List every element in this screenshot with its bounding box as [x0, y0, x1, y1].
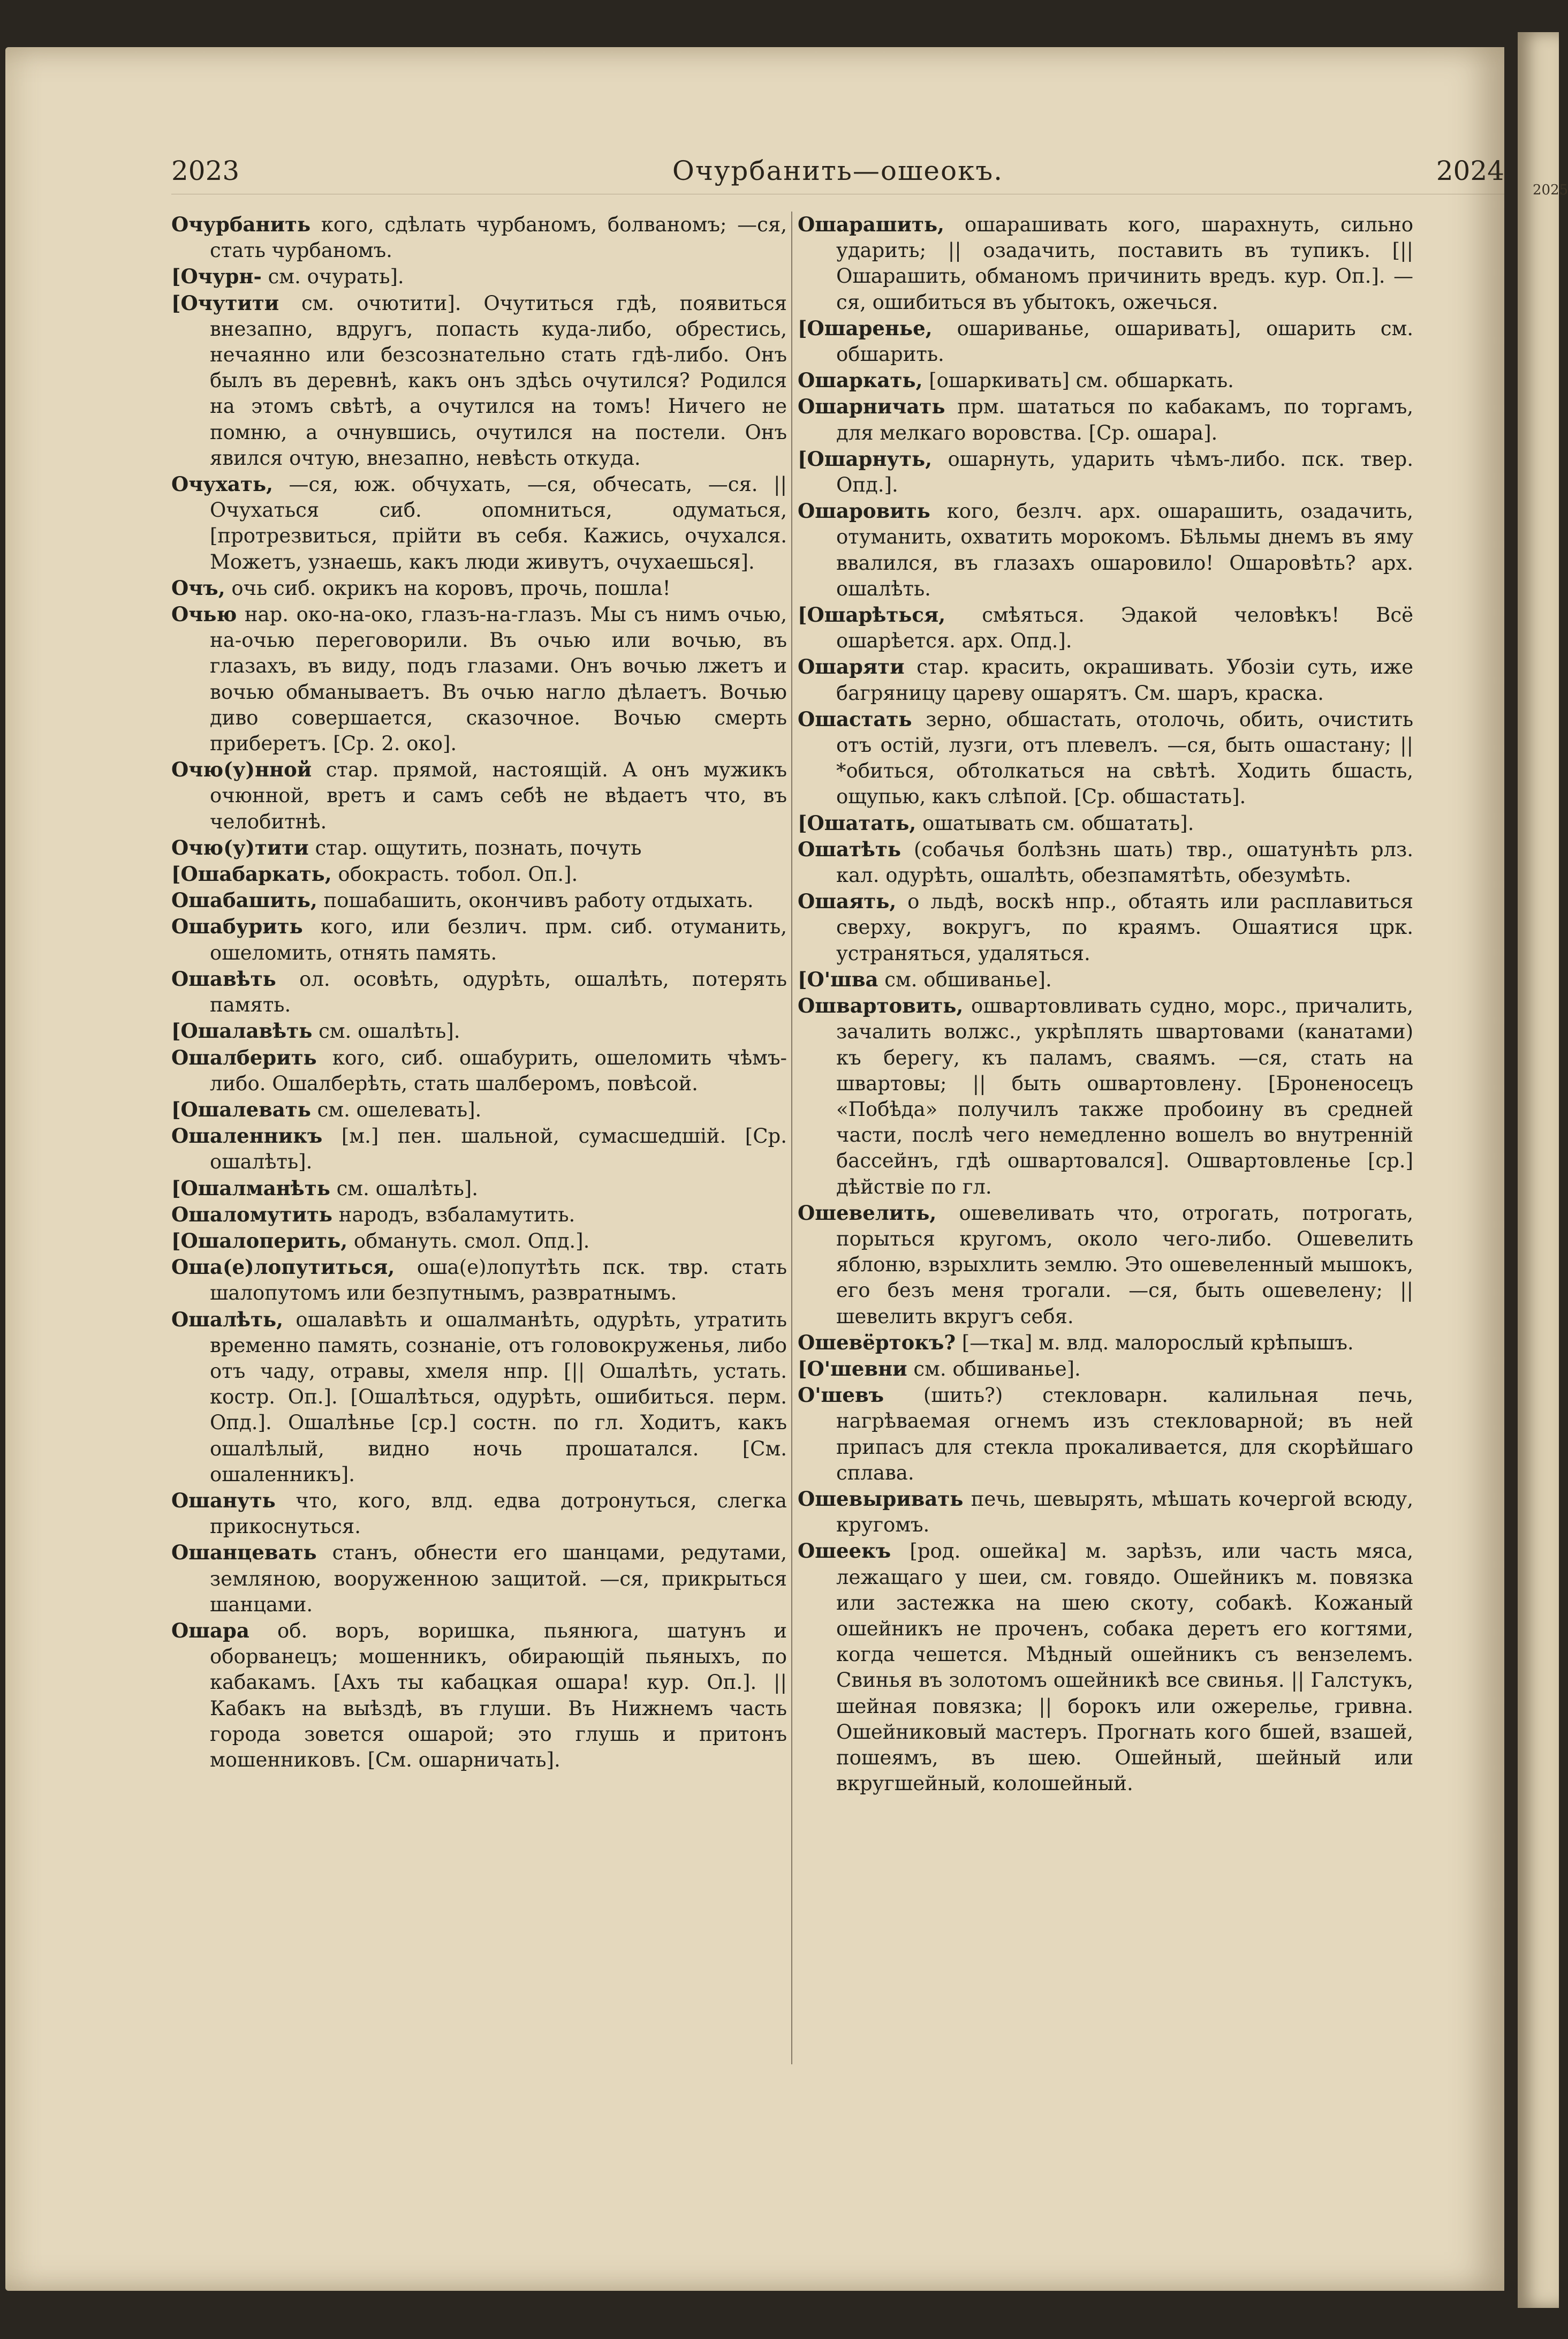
entry-definition: [ошаркивать] см. обшаркать.	[922, 369, 1234, 393]
entry-definition: обмануть. смол. Опд.].	[347, 1229, 590, 1253]
entry-definition: нар. око-на-око, глазъ-на-глазъ. Мы съ нимъ очью, на-очью переговорили. Въ очью или вочью, въ глазахъ, въ виду, подъ глазами. Онъ вочью лжетъ и вочью обманываетъ. Въ очью нагло дѣлаетъ. Вочью диво совершается, сказочное. Вочью смерть приберетъ. [Ср. 2. око].	[210, 603, 787, 756]
entry-headword: Ошаровить	[798, 499, 930, 523]
entry-definition: см. обшиванье].	[907, 1357, 1081, 1380]
dictionary-entry	[798, 810, 1413, 836]
entry-definition: оша(е)лопутѣть пск. твр. стать шалопутомъ или безпутнымъ, развратнымъ.	[210, 1256, 787, 1305]
dictionary-entry	[171, 1540, 787, 1618]
entry-headword: [Ошарѣться,	[798, 603, 946, 627]
dictionary-entry	[171, 914, 787, 965]
entry-definition: см. ошалѣть].	[330, 1176, 478, 1200]
dictionary-entry	[171, 471, 787, 575]
dictionary-entry	[171, 575, 787, 601]
dictionary-entry	[171, 1045, 787, 1097]
entry-definition: смѣяться. Эдакой человѣкъ! Всё ошарѣется. арх. Опд.].	[836, 603, 1413, 653]
entry-definition: ошатывать см. обшатать].	[916, 811, 1194, 835]
entry-headword: Очурбанить	[171, 213, 311, 236]
dictionary-entry	[171, 1488, 787, 1540]
running-title: Очурбанить—ошеокъ.	[672, 155, 1004, 186]
entry-headword: Ошевыривать	[798, 1487, 964, 1511]
entry-headword: Ошеекъ	[798, 1539, 891, 1563]
entry-headword: Ошалберить	[171, 1045, 317, 1069]
entry-definition: ошарашивать кого, шарахнуть, сильно ударить; || озадачить, поставить въ тупикъ. [|| Ошарашить, обманомъ причинить вредъ. кур. Оп.]. —ся, ошибиться въ убытокъ, ожечься.	[836, 213, 1413, 314]
entry-definition: пошабашить, окончивъ работу отдыхать.	[317, 889, 754, 912]
entry-headword: Очю(у)тити	[171, 835, 309, 859]
dictionary-entry	[171, 212, 787, 263]
dictionary-entry	[798, 498, 1413, 602]
column-divider	[791, 212, 792, 2064]
dictionary-entry	[798, 967, 1413, 993]
entry-headword: Ошавѣть	[171, 967, 276, 991]
entry-definition: ошариванье, ошаривать], ошарить см. обшарить.	[836, 316, 1413, 366]
entry-headword: [Ошалоперить,	[171, 1228, 348, 1253]
entry-headword: [Ошалманѣть	[171, 1176, 330, 1200]
entry-definition: [м.] пен. шальной, сумасшедшій. [Ср. ошалѣть].	[210, 1125, 787, 1174]
dictionary-entry	[798, 446, 1413, 498]
entry-definition: ошарнуть, ударить чѣмъ-либо. пск. твер. Опд.].	[836, 447, 1413, 497]
dictionary-entry	[171, 835, 787, 861]
dictionary-entry	[171, 1202, 787, 1228]
entry-headword: Ошаять,	[798, 889, 897, 914]
entry-definition: стар. ощутить, познать, почуть	[308, 836, 642, 859]
page-header	[171, 155, 1504, 193]
entry-definition: кого, сдѣлать чурбаномъ, болваномъ; —ся, стать чурбаномъ.	[210, 213, 787, 262]
entry-headword: Ошануть	[171, 1488, 276, 1512]
dictionary-entry	[171, 887, 787, 914]
entry-headword: О'шевъ	[798, 1383, 884, 1407]
dictionary-entry	[798, 706, 1413, 810]
entry-definition: см. очурать].	[261, 265, 404, 289]
entry-headword: Очухать,	[171, 472, 273, 496]
dictionary-entry	[798, 315, 1413, 367]
dictionary-entry	[798, 1330, 1413, 1356]
dictionary-entry	[171, 1018, 787, 1044]
entry-definition: [род. ошейка] м. зарѣзъ, или часть мяса, лежащаго у шеи, см. говядо. Ошейникъ м. повязка или застежка на шею скоту, собакѣ. Кожаный ошейникъ не проченъ, собака деретъ его когтями, когда чешется. Мѣдный ошейникъ съ вензелемъ. Свинья въ золотомъ ошейникѣ все свинья. || Галстукъ, шейная повязка; || борокъ или ожерелье, гривна. Ошейниковый мастеръ. Прогнать кого бшей, взашей, пошеямъ, въ шею. Ошейный, шейный или вкругшейный, колошейный.	[836, 1540, 1413, 1795]
entry-definition: кого, сиб. ошабурить, ошеломить чѣмъ-либо. Ошалберѣть, стать шалберомъ, повѣсой.	[210, 1046, 787, 1095]
entry-headword: [Очурн-	[171, 265, 262, 289]
dictionary-entry	[798, 1382, 1413, 1486]
entry-headword: [Ошаренье,	[798, 316, 933, 340]
page-number-left: 2023	[171, 155, 240, 186]
dictionary-entry	[171, 966, 787, 1018]
entry-definition: стар. красить, окрашивать. Убозіи суть, иже багряницу цареву ошарятъ. См. шаръ, краска.	[836, 655, 1413, 705]
entry-definition: см. ошелевать].	[310, 1098, 482, 1121]
entry-headword: [Ошабаркать,	[171, 862, 332, 886]
entry-definition: кого, или безлич. прм. сиб. отуманить, ошеломить, отнять память.	[210, 915, 787, 964]
entry-definition: см. очютити]. Очутиться гдѣ, появиться внезапно, вдругъ, попасть куда-либо, обрестись, нечаянно или безсознательно стать гдѣ-либо. Онъ былъ въ деревнѣ, какъ онъ здѣсь очутился? Родился на этомъ свѣтѣ, а очутился на томъ! Ничего не помню, а очнувшись, очутился на постели. Онъ явился очтую, внезапно, невѣсть откуда.	[210, 291, 787, 470]
dictionary-entry	[798, 212, 1413, 315]
dictionary-entry	[171, 861, 787, 887]
entry-definition: печь, шевырять, мѣшать кочергой всюду, кругомъ.	[836, 1487, 1413, 1537]
dictionary-entry	[798, 602, 1413, 654]
dictionary-entry	[798, 654, 1413, 706]
dictionary-entry	[171, 1618, 787, 1773]
next-page-edge	[1518, 32, 1568, 2308]
entry-headword: Ошаломутить	[171, 1202, 332, 1226]
entry-headword: Ошарашить,	[798, 213, 944, 236]
entry-definition: о льдѣ, воскѣ нпр., обтаять или расплавиться сверху, вокругъ, по краямъ. Ошаятися црк. устраняться, удаляться.	[836, 890, 1413, 965]
dictionary-entry	[171, 1097, 787, 1123]
entry-definition: см. обшиванье].	[878, 968, 1052, 991]
dictionary-entry	[798, 993, 1413, 1200]
left-column	[171, 212, 787, 1773]
dictionary-entry	[798, 1356, 1413, 1382]
next-page-number: 2025	[1533, 182, 1568, 198]
entry-headword: Ошаряти	[798, 655, 905, 679]
page-number-right: 2024	[1436, 155, 1504, 186]
dictionary-entry	[798, 1486, 1413, 1538]
entry-headword: Ошанцевать	[171, 1541, 317, 1565]
entry-headword: [Ошалевать	[171, 1097, 311, 1121]
right-column	[798, 212, 1413, 1797]
entry-definition: см. ошалѣть].	[312, 1020, 460, 1043]
entry-definition: ошвартовливать судно, морс., причалить, зачалить волжс., укрѣплять швартовами (канатами) къ берегу, къ паламъ, сваямъ. —ся, стать на швартовы; || быть ошвартовлену. [Броненосецъ «Побѣда» получилъ также пробоину въ средней части, послѣ чего немедленно вошелъ во внутренній бассейнъ, гдѣ ошвартовался]. Ошвартовленье [ср.] дѣйствіе по гл.	[836, 994, 1413, 1198]
entry-definition: что, кого, влд. едва дотронуться, слегка прикоснуться.	[210, 1489, 787, 1538]
entry-definition: об. воръ, воришка, пьянюга, шатунъ и оборванецъ; мошенникъ, обирающій пьяныхъ, по кабакамъ. [Ахъ ты кабацкая ошара! кур. Оп.]. || Кабакъ на выѣздѣ, въ глуши. Въ Нижнемъ часть города зовется ошарой; это глушь и притонъ мошенниковъ. [См. ошарничать].	[210, 1619, 787, 1771]
entry-headword: Ошара	[171, 1618, 249, 1642]
entry-headword: Ошаркать,	[798, 368, 923, 393]
dictionary-entry	[798, 836, 1413, 888]
entry-definition: стар. прямой, настоящій. А онъ мужикъ очюнной, вретъ и самъ себѣ не вѣдаетъ что, въ челобитнѣ.	[210, 758, 787, 833]
dictionary-entry	[171, 1307, 787, 1488]
entry-headword: Очю(у)нной	[171, 758, 312, 782]
entry-definition: ол. осовѣть, одурѣть, ошалѣть, потерять память.	[210, 967, 787, 1017]
entry-headword: [О'шва	[798, 967, 878, 991]
dictionary-entry	[798, 888, 1413, 967]
dictionary-entry	[171, 263, 787, 290]
entry-definition: [—тка] м. влд. малорослый крѣпышъ.	[956, 1331, 1354, 1354]
entry-definition: (собачья болѣзнь шать) твр., ошатунѣть рлз. кал. одурѣть, ошалѣть, обезпамятѣть, обезумѣть.	[836, 837, 1413, 887]
entry-headword: Ошабашить,	[171, 888, 317, 912]
entry-definition: ошалавѣть и ошалманѣть, одурѣть, утратить временно память, сознаніе, отъ головокруженья, либо отъ чаду, отравы, хмеля нпр. [|| Ошалѣть, устать. костр. Оп.]. [Ошалѣться, одурѣть, ошибиться. перм. Опд.]. Ошалѣнье [ср.] состн. по гл. Ходитъ, какъ ошалѣлый, видно ночь прошатался. [См. ошаленникъ].	[210, 1308, 787, 1486]
entry-headword: Ошвартовить,	[798, 994, 964, 1018]
entry-definition: кого, безлч. арх. ошарашить, озадачить, отуманить, охватить морокомъ. Бѣльмы днемъ въ яму ввалился, въ глазахъ ошаровило! Ошаровѣть? арх. ошалѣть.	[836, 500, 1413, 600]
dictionary-entry	[171, 1175, 787, 1202]
dictionary-entry	[171, 757, 787, 835]
entry-definition: зерно, обшастать, отолочь, обить, очистить отъ остій, лузги, отъ плевелъ. —ся, быть ошастану; || *обиться, обтолкаться на свѣтѣ. Ходить бшасть, ощупью, какъ слѣпой. [Ср. обшастать].	[836, 707, 1413, 809]
entry-headword: [О'шевни	[798, 1356, 907, 1380]
entry-headword: Ошабурить	[171, 915, 303, 939]
entry-definition: станъ, обнести его шанцами, редутами, земляною, вооруженною защитой. —ся, прикрыться шанцами.	[210, 1541, 787, 1616]
entry-headword: Оша(е)лопутиться,	[171, 1255, 395, 1279]
entry-headword: [Ошарнуть,	[798, 447, 933, 471]
entry-definition: очь сиб. окрикъ на коровъ, прочь, пошла!	[225, 576, 671, 600]
entry-headword: [Ошалавѣть	[171, 1019, 313, 1043]
entry-headword: Очъ,	[171, 576, 225, 600]
entry-headword: Ошатѣть	[798, 837, 901, 861]
entry-headword: Ошевёртокъ?	[798, 1330, 956, 1354]
entry-headword: Ошарничать	[798, 395, 945, 419]
dictionary-entry	[798, 1200, 1413, 1330]
entry-headword: Очью	[171, 602, 237, 627]
dictionary-entry	[798, 394, 1413, 446]
entry-definition: (шить?) стекловарн. калильная печь, нагрѣваемая огнемъ изъ стекловарной; въ ней припасъ для стекла прокаливается, для скорѣйшаго сплава.	[836, 1384, 1413, 1484]
entry-definition: прм. шататься по кабакамъ, по торгамъ, для мелкаго воровства. [Ср. ошара].	[836, 395, 1413, 444]
entry-definition: ошевеливать что, отрогать, потрогать, порыться кругомъ, около чего-либо. Ошевелить яблоню, взрыхлить землю. Это ошевеленный мышокъ, его безъ меня трогали. —ся, быть ошевелену; || шевелить вкругъ себя.	[836, 1201, 1413, 1328]
dictionary-entry	[171, 601, 787, 757]
dictionary-entry	[171, 1123, 787, 1175]
entry-definition: обокрасть. тобол. Оп.].	[331, 863, 578, 886]
dictionary-entry	[798, 1538, 1413, 1797]
entry-headword: [Очутити	[171, 291, 279, 315]
entry-headword: [Ошатать,	[798, 811, 916, 835]
entry-definition: —ся, юж. обчухать, —ся, обчесать, —ся. || Очухаться сиб. опомниться, одуматься, [протрезвиться, прійти въ себя. Кажись, очухался. Можетъ, узнаешь, какъ люди живутъ, очухаешься].	[210, 473, 787, 574]
entry-headword: Ошевелить,	[798, 1201, 937, 1225]
dictionary-entry	[171, 290, 787, 471]
entry-definition: народъ, взбаламутить.	[332, 1203, 575, 1226]
dictionary-entry	[171, 1228, 787, 1254]
dictionary-entry	[171, 1254, 787, 1306]
entry-headword: Ошалѣть,	[171, 1307, 283, 1331]
dictionary-entry	[798, 367, 1413, 394]
entry-headword: Ошаленникъ	[171, 1124, 323, 1148]
entry-headword: Ошастать	[798, 707, 912, 731]
